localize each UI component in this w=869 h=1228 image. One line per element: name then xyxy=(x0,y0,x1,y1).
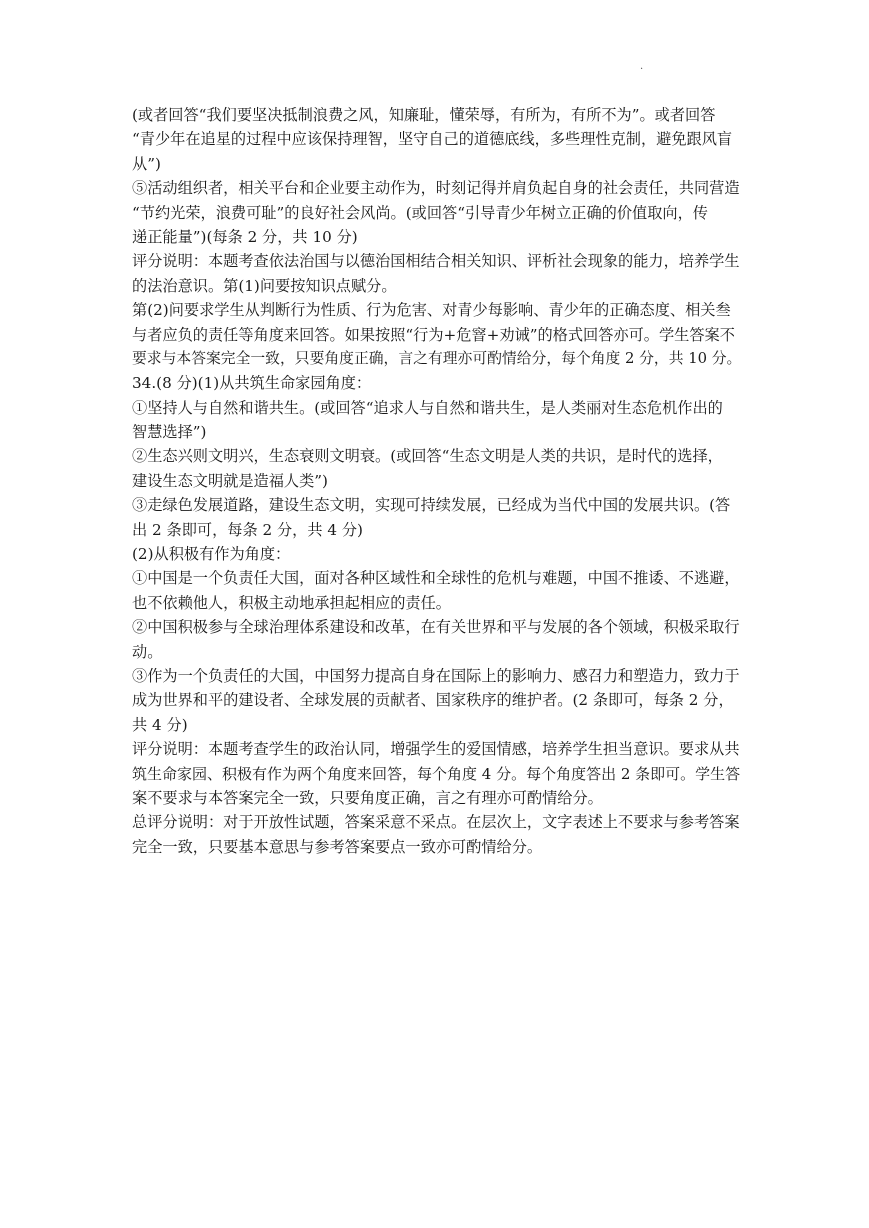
header-dot: . xyxy=(640,61,644,72)
text-line: 总评分说明：对于开放性试题，答案采意不采点。在层次上，文字表述上不要求与参考答案 xyxy=(132,813,740,832)
text-line: ②中国积极参与全球治理体系建设和改革，在有关世界和平与发展的各个领域，积极采取行 xyxy=(132,618,740,637)
text-line: 动。 xyxy=(132,642,163,661)
text-line: 成为世界和平的建设者、全球发展的贡献者、国家秩序的维护者。(2 条即可，每条 2 分， xyxy=(132,691,734,710)
text-line: 34.(8 分)(1)从共筑生命家园角度： xyxy=(132,374,372,393)
text-line: 共 4 分) xyxy=(132,715,188,734)
text-line: “节约光荣，浪费可耻”的良好社会风尚。(或回答“引导青少年树立正确的价值取向，传 xyxy=(132,203,708,222)
text-line: 递正能量”)(每条 2 分，共 10 分) xyxy=(132,227,358,246)
text-line: ①坚持人与自然和谐共生。(或回答“追求人与自然和谐共生，是人类丽对生态危机作出的 xyxy=(132,398,723,417)
text-line: ②生态兴则文明兴，生态衰则文明衰。(或回答“生态文明是人类的共识，是时代的选择， xyxy=(132,447,723,466)
text-line: 建设生态文明就是造福人类”) xyxy=(132,471,328,490)
text-line: 评分说明：本题考查依法治国与以德治国相结合相关知识、评析社会现象的能力，培养学生 xyxy=(132,252,740,271)
text-line: 案不要求与本答案完全一致，只要角度正确，言之有理亦可酌情给分。 xyxy=(132,788,603,807)
text-line: 从”) xyxy=(132,154,161,173)
text-line: 筑生命家园、积极有作为两个角度来回答，每个角度 4 分。每个角度答出 2 条即可。学生答 xyxy=(132,764,741,783)
text-line: 与者应负的责任等角度来回答。如果按照“行为+危窨+劝诫”的格式回答亦可。学生答案不 xyxy=(132,325,735,344)
text-line: ③走绿色发展道路，建设生态文明，实现可持续发展，已经成为当代中国的发展共识。(答 xyxy=(132,496,731,515)
text-line: (2)从积极有作为角度： xyxy=(132,545,291,564)
text-line: 的法治意识。第(1)问要按知识点赋分。 xyxy=(132,276,397,295)
text-line: 评分说明：本题考查学生的政治认同，增强学生的爱国情感，培养学生担当意识。要求从共 xyxy=(132,740,740,759)
text-line: 第(2)问要求学生从判断行为性质、行为危害、对青少每影响、青少年的正确态度、相关叁 xyxy=(132,301,731,320)
text-line: ⑤活动组织者，相关平台和企业要主动作为，时刻记得并肩负起自身的社会责任，共同营造 xyxy=(132,179,740,198)
text-line: 也不依赖他人，积极主动地承担起相应的责任。 xyxy=(132,593,451,612)
text-line: 智慧选择”) xyxy=(132,423,207,442)
text-line: 出 2 条即可，每条 2 分，共 4 分) xyxy=(132,520,363,539)
text-line: 完全一致，只要基本意思与参考答案要点一致亦可酌情给分。 xyxy=(132,837,543,856)
text-line: 要求与本答案完全一致，只要角度正确，言之有理亦可酌情给分，每个角度 2 分，共 10 分。 xyxy=(132,349,742,367)
text-line: ③作为一个负责任的大国，中国努力提高自身在国际上的影响力、感召力和塑造力，致力于 xyxy=(132,666,740,685)
answer-text-block xyxy=(132,103,744,859)
text-line: “青少年在追星的过程中应该保持理智，坚守自己的道德底线，多些理性克制，避免跟风盲 xyxy=(132,130,733,149)
text-line: (或者回答“我们要坚决抵制浪费之风，知廉耻，懂荣辱，有所为，有所不为”。或者回答 xyxy=(132,106,716,124)
text-line: ①中国是一个负责任大国，面对各种区域性和全球性的危机与难题，中国不推诿、不逃避， xyxy=(132,569,740,588)
